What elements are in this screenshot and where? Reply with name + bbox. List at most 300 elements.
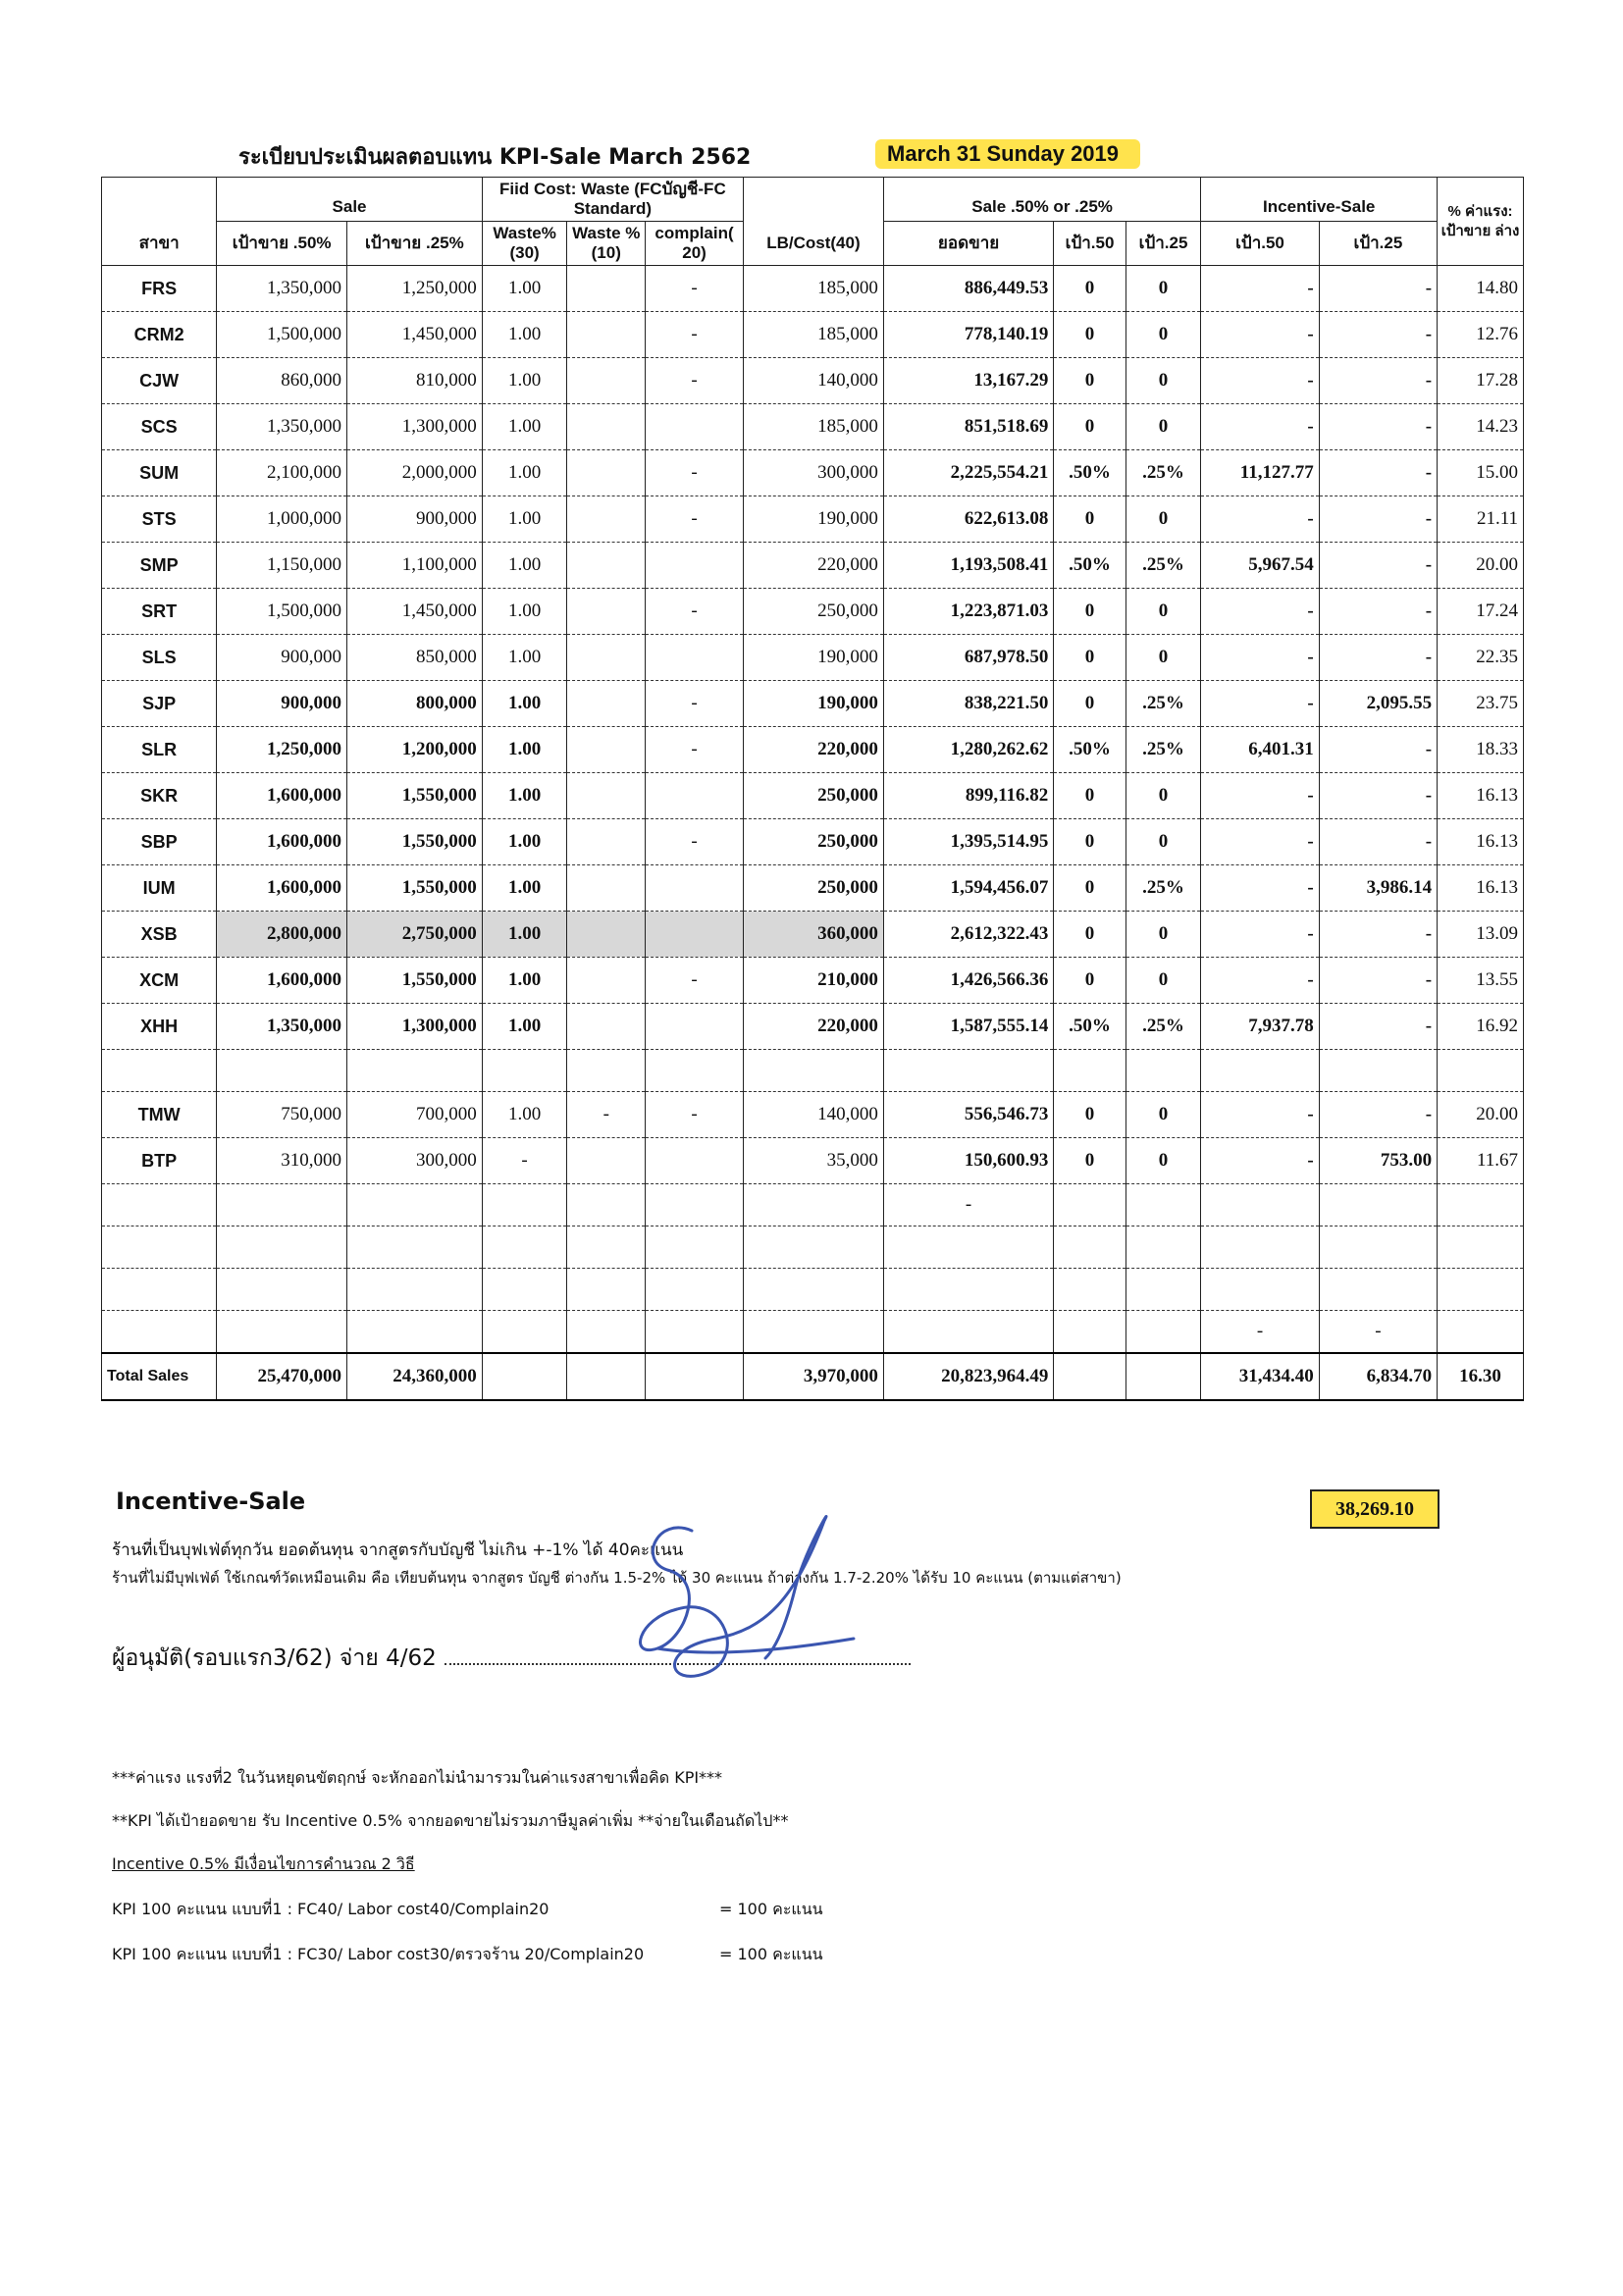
- header-sale-pct: Sale .50% or .25%: [883, 178, 1200, 222]
- cell-p25: 0: [1126, 958, 1201, 1004]
- table-row: [102, 1092, 1524, 1138]
- header-complain: complain( 20): [646, 222, 744, 266]
- header-labor-pct: % ค่าแรง: เป้าขาย ล่าง: [1438, 178, 1524, 266]
- table-row: [102, 727, 1524, 773]
- cell-i50: 6,401.31: [1201, 727, 1319, 773]
- date-highlight: March 31 Sunday 2019: [875, 139, 1140, 169]
- cell-p25: 0: [1126, 1138, 1201, 1184]
- cell-w10: [567, 404, 646, 450]
- cell-labor: 12.76: [1438, 312, 1524, 358]
- cell-w10: [567, 450, 646, 496]
- cell-p50: 0: [1054, 819, 1126, 865]
- branch-code: FRS: [102, 266, 217, 312]
- cell-i50: 7,937.78: [1201, 1004, 1319, 1050]
- cell-w30: 1.00: [482, 635, 567, 681]
- approver-label: ผู้อนุมัติ(รอบแรก3/62) จ่าย 4/62: [112, 1645, 437, 1671]
- cell-lb: 300,000: [744, 450, 884, 496]
- cell-t50: 900,000: [217, 681, 347, 727]
- cell-w30: 1.00: [482, 589, 567, 635]
- cell-labor: 13.55: [1438, 958, 1524, 1004]
- cell-lb: 35,000: [744, 1138, 884, 1184]
- cell-sales: 838,221.50: [883, 681, 1053, 727]
- cell-p25: 0: [1126, 589, 1201, 635]
- cell-w30: 1.00: [482, 1092, 567, 1138]
- cell-sales: 1,193,508.41: [883, 543, 1053, 589]
- cell-t50: 1,500,000: [217, 589, 347, 635]
- cell-i25: -: [1319, 450, 1437, 496]
- cell-lb: 250,000: [744, 589, 884, 635]
- blank-cell: -: [1201, 1311, 1319, 1354]
- blank-cell: [744, 1269, 884, 1311]
- cell-w10: [567, 1004, 646, 1050]
- cell-p50: .50%: [1054, 727, 1126, 773]
- cell-w10: [567, 681, 646, 727]
- cell-lb: 185,000: [744, 312, 884, 358]
- cell-comp: [646, 404, 744, 450]
- cell-t25: 2,000,000: [346, 450, 482, 496]
- header-food-cost: Fiid Cost: Waste (FCบัญชี-FC Standard): [482, 178, 743, 222]
- cell-w10: [567, 635, 646, 681]
- cell-t25: 1,450,000: [346, 312, 482, 358]
- cell-t50: 1,350,000: [217, 266, 347, 312]
- blank-cell: [646, 1226, 744, 1269]
- grand-total: 38,269.10: [1310, 1489, 1440, 1529]
- blank-cell: [346, 1184, 482, 1226]
- cell-labor: 23.75: [1438, 681, 1524, 727]
- table-row: [102, 773, 1524, 819]
- table-row: [102, 404, 1524, 450]
- blank-cell: [567, 1311, 646, 1354]
- header-target-25: เป้าขาย .25%: [346, 222, 482, 266]
- cell-w10: -: [567, 1092, 646, 1138]
- cell-labor: 15.00: [1438, 450, 1524, 496]
- header-waste30: Waste% (30): [482, 222, 567, 266]
- blank-cell: [102, 1311, 217, 1354]
- cell-t50: 1,600,000: [217, 773, 347, 819]
- cell-t25: 1,550,000: [346, 819, 482, 865]
- cell-lb: 140,000: [744, 1092, 884, 1138]
- header-waste10: Waste %(10): [567, 222, 646, 266]
- cell-t25: 1,550,000: [346, 773, 482, 819]
- cell-p50: 0: [1054, 1138, 1126, 1184]
- blank-cell: [1438, 1226, 1524, 1269]
- cell-p50: 0: [1054, 1092, 1126, 1138]
- cell-i25: 753.00: [1319, 1138, 1437, 1184]
- cell-comp: -: [646, 450, 744, 496]
- blank-row: [102, 1269, 1524, 1311]
- cell-i50: -: [1201, 1138, 1319, 1184]
- cell-sales: 2,225,554.21: [883, 450, 1053, 496]
- total-labor-pct: 16.30: [1438, 1353, 1524, 1400]
- cell-comp: -: [646, 496, 744, 543]
- header-sale: Sale: [217, 178, 482, 222]
- cell-p50: 0: [1054, 865, 1126, 912]
- cell-w30: 1.00: [482, 543, 567, 589]
- cell-w30: 1.00: [482, 1004, 567, 1050]
- kpi-method-2-score: = 100 คะแนน: [719, 1945, 823, 1963]
- cell-p25: 0: [1126, 819, 1201, 865]
- cell-sales: 556,546.73: [883, 1092, 1053, 1138]
- blank-cell: [1201, 1226, 1319, 1269]
- cell-w30: 1.00: [482, 958, 567, 1004]
- cell-sales: 150,600.93: [883, 1138, 1053, 1184]
- cell-i50: -: [1201, 773, 1319, 819]
- cell-labor: 22.35: [1438, 635, 1524, 681]
- kpi-method-2: KPI 100 คะแนน แบบที่1 : FC30/ Labor cost30/ตรวจร้าน 20/Complain20: [112, 1945, 645, 1963]
- blank-cell: [567, 1184, 646, 1226]
- header-target-50: เป้าขาย .50%: [217, 222, 347, 266]
- header-branch: สาขา: [102, 222, 217, 266]
- cell-i25: -: [1319, 773, 1437, 819]
- cell-i25: -: [1319, 819, 1437, 865]
- cell-comp: [646, 1004, 744, 1050]
- cell-p25: 0: [1126, 773, 1201, 819]
- cell-w10: [567, 496, 646, 543]
- blank-cell: [744, 1184, 884, 1226]
- cell-comp: -: [646, 819, 744, 865]
- branch-code: SBP: [102, 819, 217, 865]
- header-sales-amount: ยอดขาย: [883, 222, 1053, 266]
- cell-w10: [567, 865, 646, 912]
- blank-cell: [1438, 1311, 1524, 1354]
- cell-p50: 0: [1054, 773, 1126, 819]
- blank-cell: [1054, 1311, 1126, 1354]
- cell-sales: 1,223,871.03: [883, 589, 1053, 635]
- cell-p50: 0: [1054, 681, 1126, 727]
- cell-sales: 851,518.69: [883, 404, 1053, 450]
- blank-cell: [1319, 1269, 1437, 1311]
- blank-cell: [646, 1050, 744, 1092]
- cell-w10: [567, 958, 646, 1004]
- cell-p50: .50%: [1054, 1004, 1126, 1050]
- table-row: [102, 312, 1524, 358]
- cell-p25: .25%: [1126, 543, 1201, 589]
- incentive-conditions: Incentive 0.5% มีเงื่อนไขการคำนวณ 2 วิธี: [112, 1854, 415, 1873]
- blank-cell: [217, 1226, 347, 1269]
- cell-lb: 220,000: [744, 543, 884, 589]
- cell-t25: 1,550,000: [346, 865, 482, 912]
- cell-i25: -: [1319, 266, 1437, 312]
- cell-i25: -: [1319, 404, 1437, 450]
- blank-cell: [346, 1226, 482, 1269]
- cell-comp: -: [646, 358, 744, 404]
- cell-p25: 0: [1126, 1092, 1201, 1138]
- cell-t50: 1,000,000: [217, 496, 347, 543]
- cell-t25: 1,450,000: [346, 589, 482, 635]
- cell-p50: 0: [1054, 496, 1126, 543]
- kpi-method-1: KPI 100 คะแนน แบบที่1 : FC40/ Labor cost40/Complain20: [112, 1900, 550, 1918]
- blank-cell: [482, 1311, 567, 1354]
- branch-code: XHH: [102, 1004, 217, 1050]
- cell-sales: 778,140.19: [883, 312, 1053, 358]
- blank-cell: [102, 1184, 217, 1226]
- cell-sales: 622,613.08: [883, 496, 1053, 543]
- cell-i50: -: [1201, 266, 1319, 312]
- footnote-labor: ***ค่าแรง แรงที่2 ในวันหยุดนขัตฤกษ์ จะหักออกไม่นำมารวมในค่าแรงสาขาเพื่อคิด KPI***: [112, 1768, 723, 1787]
- cell-labor: 14.80: [1438, 266, 1524, 312]
- blank-cell: [1126, 1050, 1201, 1092]
- blank-cell: [744, 1311, 884, 1354]
- blank-cell: [102, 1226, 217, 1269]
- cell-p25: 0: [1126, 312, 1201, 358]
- cell-p50: 0: [1054, 404, 1126, 450]
- cell-sales: 1,280,262.62: [883, 727, 1053, 773]
- cell-i25: -: [1319, 496, 1437, 543]
- cell-lb: 140,000: [744, 358, 884, 404]
- blank-cell: [217, 1184, 347, 1226]
- cell-w30: 1.00: [482, 266, 567, 312]
- cell-w10: [567, 912, 646, 958]
- table-row: [102, 589, 1524, 635]
- cell-i25: -: [1319, 1092, 1437, 1138]
- blank-cell: [1319, 1226, 1437, 1269]
- total-sales: 20,823,964.49: [883, 1353, 1053, 1400]
- cell-p50: .50%: [1054, 450, 1126, 496]
- blank-cell: [102, 1269, 217, 1311]
- cell-p50: 0: [1054, 635, 1126, 681]
- header-t25: เป้า.25: [1126, 222, 1201, 266]
- cell-p50: 0: [1054, 958, 1126, 1004]
- blank-cell: [567, 1269, 646, 1311]
- cell-t50: 1,500,000: [217, 312, 347, 358]
- branch-code: IUM: [102, 865, 217, 912]
- blank-cell: [1126, 1226, 1201, 1269]
- cell-comp: -: [646, 266, 744, 312]
- cell-lb: 190,000: [744, 635, 884, 681]
- cell-p25: .25%: [1126, 865, 1201, 912]
- branch-code: SCS: [102, 404, 217, 450]
- cell-comp: [646, 543, 744, 589]
- cell-t25: 1,300,000: [346, 404, 482, 450]
- cell-p25: .25%: [1126, 681, 1201, 727]
- blank-cell: -: [883, 1184, 1053, 1226]
- cell-t25: 1,300,000: [346, 1004, 482, 1050]
- cell-lb: 250,000: [744, 819, 884, 865]
- blank-cell: [1438, 1050, 1524, 1092]
- cell-i50: -: [1201, 865, 1319, 912]
- cell-w30: -: [482, 1138, 567, 1184]
- blank-cell: [646, 1184, 744, 1226]
- header-inc50: เป้า.50: [1201, 222, 1319, 266]
- cell-i25: -: [1319, 589, 1437, 635]
- cell-t50: 860,000: [217, 358, 347, 404]
- header-inc25: เป้า.25: [1319, 222, 1437, 266]
- blank-cell: [482, 1184, 567, 1226]
- cell-w30: 1.00: [482, 496, 567, 543]
- cell-t25: 900,000: [346, 496, 482, 543]
- blank-cell: [1438, 1184, 1524, 1226]
- blank-cell: [1201, 1184, 1319, 1226]
- blank-row: [102, 1226, 1524, 1269]
- cell-labor: 16.92: [1438, 1004, 1524, 1050]
- total-incentive-50: 31,434.40: [1201, 1353, 1319, 1400]
- cell-comp: [646, 773, 744, 819]
- cell-p25: 0: [1126, 266, 1201, 312]
- blank-cell: [1201, 1269, 1319, 1311]
- cell-comp: [646, 1138, 744, 1184]
- branch-code: STS: [102, 496, 217, 543]
- cell-i25: -: [1319, 912, 1437, 958]
- cell-t50: 1,600,000: [217, 819, 347, 865]
- cell-i25: -: [1319, 635, 1437, 681]
- blank-row: [102, 1311, 1524, 1354]
- cell-i50: -: [1201, 312, 1319, 358]
- cell-labor: 17.28: [1438, 358, 1524, 404]
- cell-i50: -: [1201, 1092, 1319, 1138]
- cell-lb: 185,000: [744, 404, 884, 450]
- cell-lb: 190,000: [744, 681, 884, 727]
- cell-p50: 0: [1054, 912, 1126, 958]
- cell-labor: 20.00: [1438, 1092, 1524, 1138]
- cell-labor: 16.13: [1438, 819, 1524, 865]
- cell-labor: 18.33: [1438, 727, 1524, 773]
- blank-cell: [1126, 1269, 1201, 1311]
- cell-w30: 1.00: [482, 912, 567, 958]
- blank-cell: [1319, 1184, 1437, 1226]
- cell-lb: 190,000: [744, 496, 884, 543]
- table-row: [102, 681, 1524, 727]
- cell-t50: 1,600,000: [217, 865, 347, 912]
- blank-cell: [1054, 1226, 1126, 1269]
- total-target-50: 25,470,000: [217, 1353, 347, 1400]
- cell-comp: [646, 865, 744, 912]
- cell-comp: -: [646, 312, 744, 358]
- cell-w10: [567, 727, 646, 773]
- cell-t25: 810,000: [346, 358, 482, 404]
- cell-i50: -: [1201, 912, 1319, 958]
- cell-labor: 20.00: [1438, 543, 1524, 589]
- cell-p25: .25%: [1126, 727, 1201, 773]
- cell-t25: 850,000: [346, 635, 482, 681]
- cell-t50: 310,000: [217, 1138, 347, 1184]
- branch-code: SMP: [102, 543, 217, 589]
- cell-t50: 1,350,000: [217, 1004, 347, 1050]
- header-lb-cost: LB/Cost(40): [744, 222, 884, 266]
- cell-sales: 1,426,566.36: [883, 958, 1053, 1004]
- kpi-table: [101, 177, 1524, 1401]
- cell-i50: -: [1201, 404, 1319, 450]
- blank-cell: [1054, 1269, 1126, 1311]
- cell-t25: 1,250,000: [346, 266, 482, 312]
- cell-labor: 11.67: [1438, 1138, 1524, 1184]
- blank-cell: [217, 1311, 347, 1354]
- total-empty-cell: [1126, 1353, 1201, 1400]
- cell-t50: 1,600,000: [217, 958, 347, 1004]
- cell-i50: -: [1201, 358, 1319, 404]
- cell-w10: [567, 589, 646, 635]
- cell-t50: 1,350,000: [217, 404, 347, 450]
- cell-comp: -: [646, 727, 744, 773]
- table-row: [102, 635, 1524, 681]
- table-row: [102, 1138, 1524, 1184]
- cell-t25: 300,000: [346, 1138, 482, 1184]
- cell-w30: 1.00: [482, 865, 567, 912]
- cell-labor: 17.24: [1438, 589, 1524, 635]
- cell-labor: 14.23: [1438, 404, 1524, 450]
- blank-cell: [744, 1050, 884, 1092]
- table-row: [102, 358, 1524, 404]
- table-row: [102, 496, 1524, 543]
- cell-i25: -: [1319, 543, 1437, 589]
- branch-code: SRT: [102, 589, 217, 635]
- cell-i50: -: [1201, 819, 1319, 865]
- table-row: [102, 912, 1524, 958]
- cell-p25: .25%: [1126, 1004, 1201, 1050]
- header-t50: เป้า.50: [1054, 222, 1126, 266]
- cell-p25: 0: [1126, 496, 1201, 543]
- blank-cell: [883, 1050, 1053, 1092]
- cell-p50: 0: [1054, 266, 1126, 312]
- cell-sales: 1,594,456.07: [883, 865, 1053, 912]
- table-row: [102, 1004, 1524, 1050]
- blank-cell: [1126, 1311, 1201, 1354]
- blank-cell: [646, 1311, 744, 1354]
- branch-code: XCM: [102, 958, 217, 1004]
- cell-w30: 1.00: [482, 450, 567, 496]
- cell-sales: 899,116.82: [883, 773, 1053, 819]
- cell-i50: -: [1201, 589, 1319, 635]
- blank-cell: [482, 1226, 567, 1269]
- blank-cell: [346, 1311, 482, 1354]
- blank-cell: [102, 1050, 217, 1092]
- branch-code: SLR: [102, 727, 217, 773]
- cell-labor: 16.13: [1438, 773, 1524, 819]
- cell-labor: 13.09: [1438, 912, 1524, 958]
- table-row: [102, 266, 1524, 312]
- table-row: [102, 958, 1524, 1004]
- blank-row: [102, 1050, 1524, 1092]
- cell-w30: 1.00: [482, 681, 567, 727]
- cell-sales: 687,978.50: [883, 635, 1053, 681]
- note-buffet: ร้านที่เป็นบุฟเฟ่ต์ทุกวัน ยอดต้นทุน จากสูตรกับบัญชี ไม่เกิน +-1% ได้ 40คะแนน: [112, 1540, 684, 1560]
- blank-cell: [346, 1269, 482, 1311]
- total-empty-cell: [1054, 1353, 1126, 1400]
- cell-sales: 13,167.29: [883, 358, 1053, 404]
- cell-comp: [646, 912, 744, 958]
- blank-cell: [1054, 1050, 1126, 1092]
- branch-code: SKR: [102, 773, 217, 819]
- cell-i50: -: [1201, 958, 1319, 1004]
- cell-sales: 2,612,322.43: [883, 912, 1053, 958]
- total-lb-cost: 3,970,000: [744, 1353, 884, 1400]
- branch-code: SUM: [102, 450, 217, 496]
- cell-labor: 21.11: [1438, 496, 1524, 543]
- header-incentive: Incentive-Sale: [1201, 178, 1438, 222]
- table-row: [102, 450, 1524, 496]
- cell-p25: 0: [1126, 912, 1201, 958]
- blank-cell: [1201, 1050, 1319, 1092]
- cell-i25: -: [1319, 1004, 1437, 1050]
- cell-lb: 210,000: [744, 958, 884, 1004]
- blank-cell: [482, 1269, 567, 1311]
- branch-code: XSB: [102, 912, 217, 958]
- cell-p50: 0: [1054, 358, 1126, 404]
- cell-p50: 0: [1054, 312, 1126, 358]
- blank-cell: [646, 1269, 744, 1311]
- cell-comp: [646, 635, 744, 681]
- blank-cell: [1438, 1269, 1524, 1311]
- cell-i50: -: [1201, 681, 1319, 727]
- table-row: [102, 865, 1524, 912]
- total-empty-cell: [567, 1353, 646, 1400]
- cell-lb: 220,000: [744, 1004, 884, 1050]
- cell-w30: 1.00: [482, 727, 567, 773]
- cell-i25: 3,986.14: [1319, 865, 1437, 912]
- cell-t50: 1,150,000: [217, 543, 347, 589]
- cell-i25: 2,095.55: [1319, 681, 1437, 727]
- cell-w30: 1.00: [482, 404, 567, 450]
- cell-w10: [567, 358, 646, 404]
